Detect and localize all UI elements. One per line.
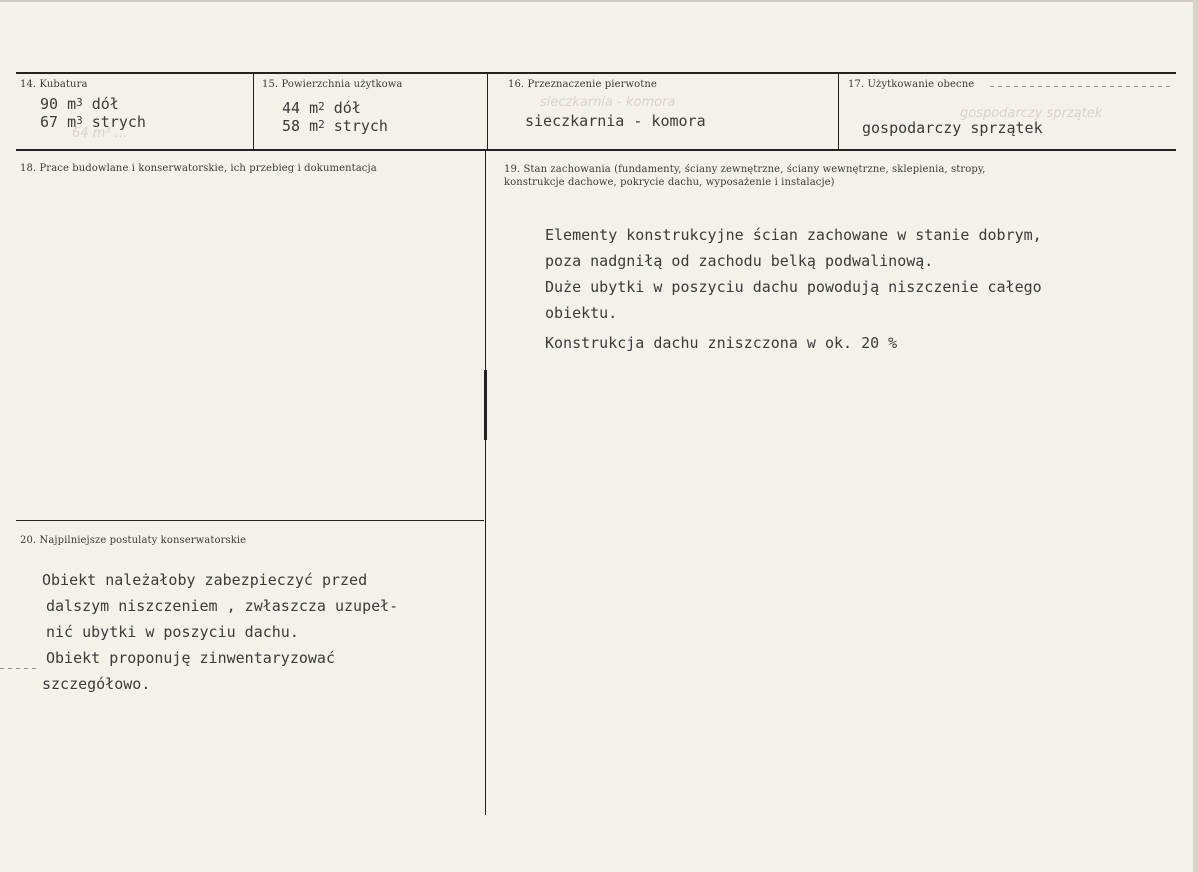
field-15-line-2-value: 58 m — [282, 117, 319, 135]
col-divider-16-17 — [838, 73, 839, 150]
faint-dash-header-right — [990, 86, 1170, 87]
field-14-line-2 — [40, 113, 146, 133]
field-20-text-line: szczegółowo. — [42, 675, 151, 693]
top-rule — [16, 72, 1176, 74]
field-15-line-2-unit-exponent: 2 — [318, 118, 325, 131]
col-divider-14-15 — [253, 73, 254, 150]
field-19-label-line-2: konstrukcje dachowe, pokrycie dachu, wyposażenie i instalacje) — [504, 177, 835, 188]
col-divider-15-16 — [487, 73, 488, 150]
field-14-label: 14. Kubatura — [20, 79, 88, 90]
field-18-label: 18. Prace budowlane i konserwatorskie, ich przebieg i dokumentacja — [20, 163, 377, 174]
field-15-line-1-word: dół — [333, 99, 361, 117]
main-column-divider-tick — [484, 370, 487, 440]
section-18-20-divider — [16, 520, 484, 521]
field-20-text-block — [42, 567, 398, 697]
field-14-line-1-word: dół — [91, 95, 119, 113]
field-14-line-1-unit-exponent: 3 — [76, 96, 83, 109]
field-16-label: 16. Przeznaczenie pierwotne — [508, 79, 657, 90]
field-15-line-1-unit-exponent: 2 — [318, 100, 325, 113]
field-19-text-line: Konstrukcja dachu zniszczona w ok. 20 % — [545, 334, 898, 352]
field-15-line-1 — [282, 99, 361, 119]
field-14-line-2-word: strych — [91, 113, 146, 131]
field-19-text-line: poza nadgniłą od zachodu belką podwalinową. — [545, 252, 934, 270]
field-19-text-line: Elementy konstrukcyjne ścian zachowane w stanie dobrym, — [545, 226, 1042, 244]
field-19-text-line: obiektu. — [545, 304, 618, 322]
field-16-faded-handwriting: sieczkarnia - komora — [540, 95, 676, 110]
field-14-line-1-value: 90 m — [40, 95, 77, 113]
main-column-divider — [485, 150, 486, 815]
faint-dash-left — [0, 668, 40, 669]
page-right-edge — [1193, 0, 1198, 872]
field-20-label: 20. Najpilniejsze postulaty konserwatorskie — [20, 535, 247, 546]
field-17-value: gospodarczy sprzątek — [862, 119, 1043, 137]
field-20-text-line: Obiekt proponuję zinwentaryzować — [46, 649, 335, 667]
field-15-label: 15. Powierzchnia użytkowa — [262, 79, 403, 90]
field-20-text-line: dalszym niszczeniem , zwłaszcza uzupeł- — [46, 597, 399, 615]
field-19-text-line: Duże ubytki w poszyciu dachu powodują niszczenie całego — [545, 278, 1042, 296]
field-19-label-line-1: 19. Stan zachowania (fundamenty, ściany zewnętrzne, ściany wewnętrzne, sklepienia, stropy, — [504, 164, 986, 175]
field-15-line-2-word: strych — [333, 117, 388, 135]
field-19-text-block — [545, 222, 1042, 356]
field-14-line-2-value: 67 m — [40, 113, 77, 131]
field-15-line-2 — [282, 117, 388, 137]
field-20-text-line: Obiekt należałoby zabezpieczyć przed — [42, 571, 368, 589]
field-14-line-1 — [40, 95, 119, 115]
field-14-line-2-unit-exponent: 3 — [76, 114, 83, 127]
field-14-faded-handwriting: 64 m³ ... — [72, 126, 128, 141]
field-17-faded-handwriting: gospodarczy sprzątek — [960, 106, 1103, 121]
field-15-line-1-value: 44 m — [282, 99, 319, 117]
field-20-text-line: nić ubytki w poszyciu dachu. — [46, 623, 299, 641]
field-17-label: 17. Użytkowanie obecne — [848, 79, 975, 90]
field-16-value: sieczkarnia - komora — [525, 112, 706, 130]
header-bottom-rule — [16, 149, 1176, 151]
page-top-edge — [0, 0, 1198, 2]
